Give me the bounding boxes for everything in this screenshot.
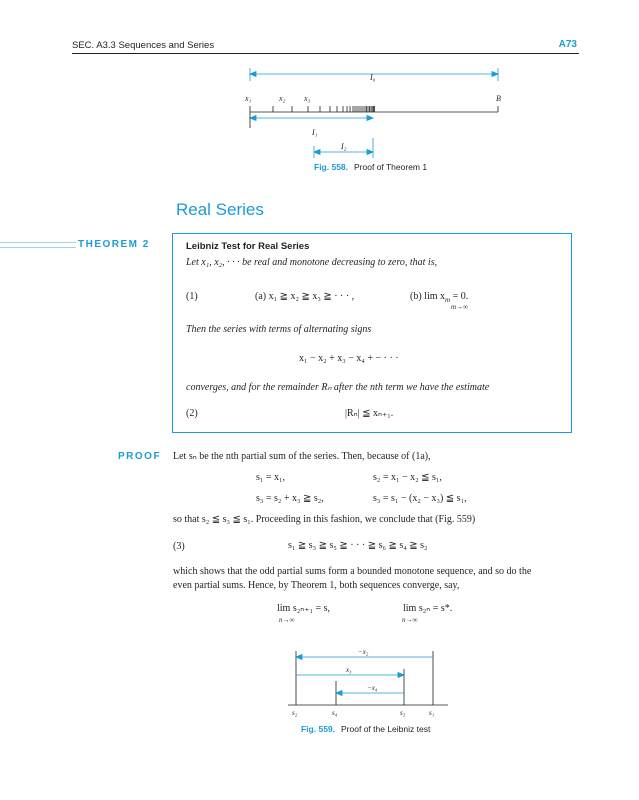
label-s2: s₂ — [292, 709, 298, 717]
figure-558-label: Fig. 558. — [314, 162, 349, 172]
proof-line4: even partial sums. Hence, by Theorem 1, both sequences converge, say, — [173, 580, 460, 591]
proof-line1: Let sₙ be the nth partial sum of the series. Then, because of (1a), — [173, 451, 431, 462]
figure-558 — [240, 68, 515, 160]
figure-558-text: Proof of Theorem 1 — [354, 162, 428, 172]
figure-559 — [288, 645, 448, 719]
figure-559-label: Fig. 559. — [301, 724, 336, 734]
eq1-a: (a) x₁ ≧ x₂ ≧ x₃ ≧ · · · , — [255, 291, 355, 302]
header-rule — [72, 53, 579, 54]
label-s1: s₁ — [429, 709, 435, 717]
eq1-b-lim-sub: m→∞ — [451, 303, 469, 311]
label-s3: s₃ — [400, 709, 406, 717]
eq2-number: (2) — [186, 408, 198, 419]
label-I1: I₁ — [312, 128, 318, 137]
label-x2: x₂ — [279, 94, 286, 103]
figure-559-caption — [301, 724, 430, 734]
figure-558-caption — [314, 162, 427, 172]
section-title: Real Series — [176, 200, 264, 219]
figure-559-text: Proof of the Leibniz test — [341, 724, 431, 734]
label-minus-x4: −x₄ — [367, 684, 378, 692]
lim-odd: lim s₂ₙ₊₁ = s, — [277, 603, 330, 614]
running-header: SEC. A3.3 Sequences and Series — [72, 40, 215, 51]
theorem-converges: converges, and for the remainder Rₙ after the nth term we have the estimate — [186, 382, 490, 393]
eq2: |Rₙ| ≦ xₙ₊₁. — [345, 408, 394, 419]
proof-line3: which shows that the odd partial sums form a bounded monotone sequence, and so do the — [173, 566, 532, 577]
theorem-then: Then the series with terms of alternating signs — [186, 324, 372, 335]
eq3: s₁ ≧ s₃ ≧ s₅ ≧ · · · ≧ s₆ ≧ s₄ ≧ s₂ — [288, 540, 428, 551]
proof-tag: PROOF — [118, 451, 162, 462]
eq-b2: s₃ = s₁ − (x₂ − x₃) ≦ s₁, — [373, 493, 467, 504]
eq3-number: (3) — [173, 541, 185, 552]
label-x1: x₁ — [245, 94, 252, 103]
label-minus-x2: −x₂ — [358, 648, 369, 656]
label-s4: s₄ — [332, 709, 338, 717]
theorem-title: Leibniz Test for Real Series — [186, 241, 310, 252]
label-I0: I₀ — [370, 73, 376, 82]
eq1-number: (1) — [186, 291, 198, 302]
eq1-b-lim: (b) lim x — [410, 291, 445, 302]
lim-even: lim s₂ₙ = s*. — [403, 603, 453, 614]
label-x3-559: x₃ — [346, 666, 352, 674]
lim-odd-sub: n→∞ — [279, 616, 295, 624]
eq-a1: s₁ = x₁, — [256, 472, 286, 483]
proof-line2: so that s₂ ≦ s₃ ≦ s₁. Proceeding in this fashion, we conclude that (Fig. 559) — [173, 514, 476, 525]
theorem-rule — [0, 242, 76, 248]
theorem-intro: Let x₁, x₂, · · · be real and monotone decreasing to zero, that is, — [186, 257, 438, 268]
eq-b1: s₃ = s₂ + x₃ ≧ s₂, — [256, 493, 324, 504]
lim-even-sub: n→∞ — [402, 616, 418, 624]
theorem-tag: THEOREM 2 — [78, 239, 150, 250]
theorem-series: x₁ − x₂ + x₃ − x₄ + − · · · — [299, 353, 399, 364]
label-I2: I₂ — [341, 142, 347, 151]
page-number: A73 — [558, 39, 577, 50]
eq1-b-sub: m — [445, 296, 451, 304]
eq1-b-rhs: = 0. — [452, 291, 469, 302]
label-x3: x₃ — [304, 94, 311, 103]
eq-a2: s₂ = x₁ − x₂ ≦ s₁, — [373, 472, 442, 483]
label-B: B — [496, 94, 501, 103]
